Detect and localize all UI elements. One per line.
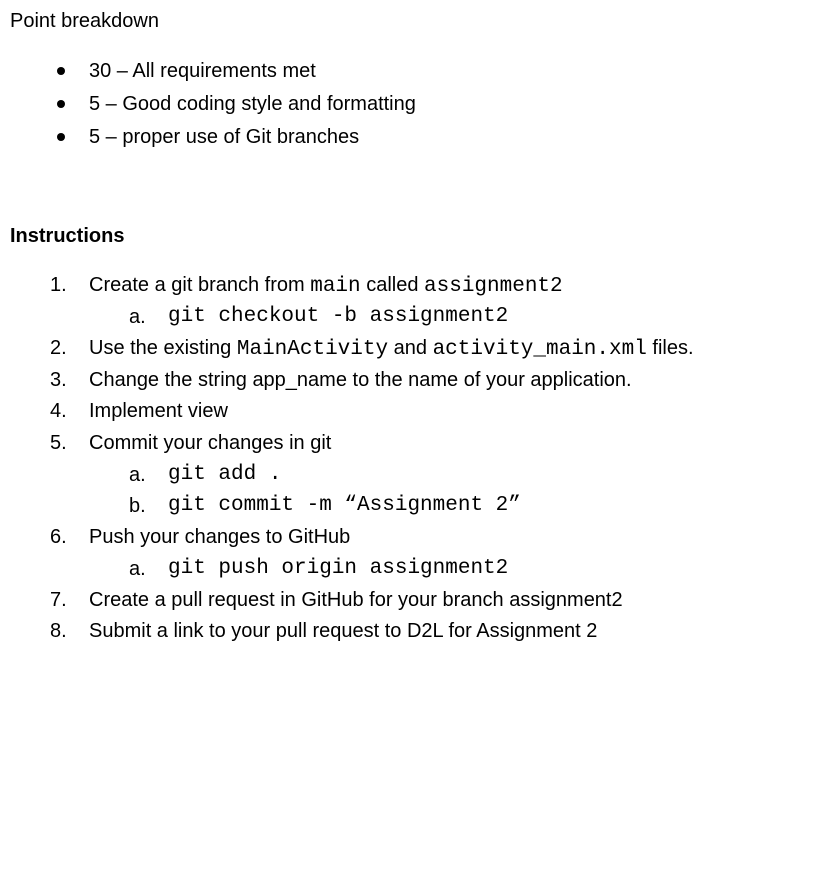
step-number: 2. bbox=[50, 337, 67, 359]
code-line: git commit -m “Assignment 2” bbox=[168, 494, 521, 517]
step-5-text: Commit your changes in git bbox=[89, 432, 332, 454]
instructions-heading: Instructions bbox=[10, 225, 125, 247]
bullet-icon bbox=[57, 67, 65, 75]
substep-letter: a. bbox=[129, 558, 146, 580]
step-3-text: Change the string app_name to the name of your application. bbox=[89, 369, 632, 391]
point-item: 5 – proper use of Git branches bbox=[89, 126, 360, 148]
substep-letter: a. bbox=[129, 464, 146, 486]
bullet-icon bbox=[57, 100, 65, 108]
point-breakdown-heading: Point breakdown bbox=[10, 10, 159, 32]
step-7-text: Create a pull request in GitHub for your branch assignment2 bbox=[89, 589, 623, 611]
point-item: 30 – All requirements met bbox=[89, 60, 316, 82]
substep-letter: b. bbox=[129, 495, 146, 517]
code-line: git checkout -b assignment2 bbox=[168, 305, 509, 328]
step-8-text: Submit a link to your pull request to D2L for Assignment 2 bbox=[89, 620, 598, 642]
step-number: 3. bbox=[50, 369, 67, 391]
code-line: git add . bbox=[168, 463, 282, 486]
code-line: git push origin assignment2 bbox=[168, 557, 509, 580]
point-item: 5 – Good coding style and formatting bbox=[89, 93, 416, 115]
step-number: 1. bbox=[50, 274, 67, 296]
step-number: 8. bbox=[50, 620, 67, 642]
substep-letter: a. bbox=[129, 306, 146, 328]
step-number: 7. bbox=[50, 589, 67, 611]
step-number: 6. bbox=[50, 526, 67, 548]
step-2-text: Use the existing MainActivity and activity_main.xml files. bbox=[89, 337, 694, 361]
step-6-text: Push your changes to GitHub bbox=[89, 526, 351, 548]
step-4-text: Implement view bbox=[89, 400, 228, 422]
step-1-text: Create a git branch from main called assignment2 bbox=[89, 274, 563, 298]
step-number: 5. bbox=[50, 432, 67, 454]
step-number: 4. bbox=[50, 400, 67, 422]
bullet-icon bbox=[57, 133, 65, 141]
